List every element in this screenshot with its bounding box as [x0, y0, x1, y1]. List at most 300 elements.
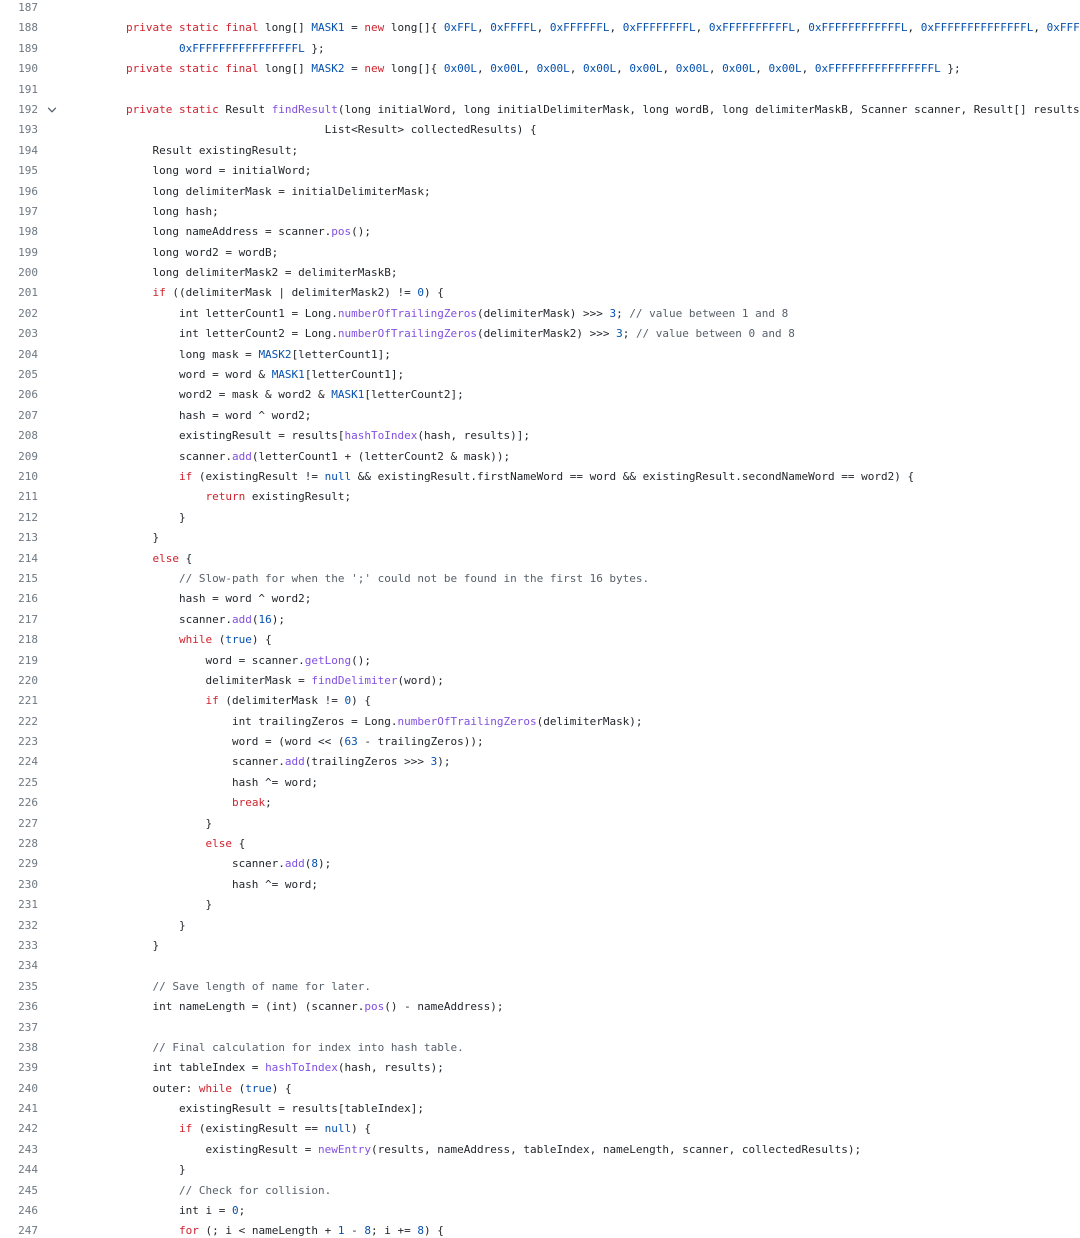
line-number[interactable]: 205	[18, 368, 38, 382]
code-token: (delimiterMask2) >>>	[476, 327, 617, 341]
code-line[interactable]	[0, 630, 1080, 650]
code-line[interactable]	[0, 752, 1080, 772]
code-token: }	[73, 898, 213, 912]
code-token: return	[205, 490, 246, 504]
code-token: // Slow-path for when the ';' could not be found in the first 16 bytes.	[178, 571, 650, 585]
line-number[interactable]: 197	[18, 204, 38, 218]
code-token: ;	[622, 327, 636, 341]
line-number[interactable]: 240	[18, 1081, 38, 1095]
code-text	[73, 447, 510, 467]
code-text	[73, 263, 398, 283]
code-line[interactable]	[0, 59, 1080, 79]
code-token: 0x00L	[443, 62, 478, 76]
code-token: ,	[907, 21, 921, 35]
code-token: ,	[695, 21, 709, 35]
code-token: add	[284, 755, 305, 769]
line-number[interactable]: 209	[18, 449, 38, 463]
code-token	[73, 42, 179, 55]
code-token: for	[178, 1224, 199, 1238]
code-line[interactable]	[0, 610, 1080, 630]
code-token: (existingResult ==	[192, 1122, 325, 1136]
code-token: scanner.	[73, 857, 285, 871]
chevron-down-icon[interactable]	[45, 100, 59, 120]
code-line[interactable]	[0, 182, 1080, 202]
line-number[interactable]: 196	[18, 184, 38, 198]
code-line[interactable]	[0, 1140, 1080, 1160]
code-text	[73, 814, 212, 834]
line-number[interactable]: 235	[18, 979, 38, 993]
code-token	[73, 572, 179, 585]
code-token: ,	[477, 21, 491, 35]
code-token: int i =	[73, 1204, 232, 1218]
code-token: findDelimiter	[311, 673, 398, 687]
line-number[interactable]: 223	[18, 735, 38, 749]
code-line[interactable]	[0, 487, 1080, 507]
code-token: true	[225, 633, 252, 647]
code-token: [letterCount2];	[364, 388, 464, 402]
line-number[interactable]: 241	[18, 1102, 38, 1116]
code-token: private static	[125, 102, 219, 116]
code-token: 0	[231, 1204, 239, 1218]
line-number[interactable]: 217	[18, 612, 38, 626]
code-token: ) {	[351, 694, 372, 708]
line-number[interactable]: 208	[18, 429, 38, 443]
code-token: if	[205, 694, 219, 708]
code-line[interactable]	[0, 814, 1080, 834]
code-token: new	[364, 21, 385, 35]
code-token	[73, 980, 152, 993]
line-number[interactable]: 211	[18, 490, 38, 504]
code-token: ,	[616, 62, 630, 76]
line-number[interactable]: 238	[18, 1040, 38, 1054]
code-text	[73, 426, 530, 446]
code-line[interactable]	[0, 467, 1080, 487]
code-token: };	[304, 41, 325, 55]
code-token: long delimiterMask2 = delimiterMaskB;	[73, 266, 398, 280]
code-line[interactable]	[0, 589, 1080, 609]
code-line[interactable]	[0, 39, 1080, 59]
code-line[interactable]	[0, 712, 1080, 732]
line-number[interactable]: 224	[18, 755, 38, 769]
code-line[interactable]	[0, 691, 1080, 711]
line-number[interactable]: 229	[18, 857, 38, 871]
code-line[interactable]	[0, 100, 1080, 120]
line-number[interactable]: 236	[18, 1000, 38, 1014]
code-line[interactable]	[0, 916, 1080, 936]
code-token: }	[73, 1163, 186, 1177]
code-line[interactable]	[0, 406, 1080, 426]
code-token: MASK1	[331, 388, 365, 402]
code-line[interactable]	[0, 834, 1080, 854]
code-token: (word);	[397, 673, 444, 687]
code-token: 0xFFF	[1046, 21, 1080, 35]
code-text	[73, 895, 212, 915]
code-line[interactable]	[0, 1181, 1080, 1201]
code-line[interactable]	[0, 1201, 1080, 1221]
code-token: 0x00L	[536, 62, 570, 76]
line-number[interactable]: 214	[18, 551, 38, 565]
code-text	[73, 630, 272, 650]
code-line[interactable]	[0, 549, 1080, 569]
code-token: =	[344, 21, 365, 35]
line-number[interactable]: 215	[18, 571, 38, 585]
code-text	[73, 875, 318, 895]
code-token: int tableIndex =	[73, 1061, 266, 1075]
line-number[interactable]: 193	[18, 123, 38, 137]
code-token: {	[231, 837, 246, 851]
code-token: 0xFFFFFFFFFFFFFFFFL	[814, 62, 941, 76]
code-token: existingResult = results[	[73, 429, 345, 443]
code-token: MASK2	[258, 347, 292, 361]
code-line[interactable]	[0, 447, 1080, 467]
code-token: null	[324, 469, 352, 483]
code-text	[73, 1058, 444, 1078]
code-token: {	[178, 551, 193, 565]
code-token: }	[73, 918, 186, 932]
code-token: scanner.	[73, 612, 232, 626]
code-token: }	[73, 531, 160, 545]
line-number[interactable]: 222	[18, 714, 38, 728]
code-token: word = (word << (	[73, 735, 345, 749]
code-token: if	[178, 1122, 193, 1136]
code-text	[73, 59, 961, 79]
code-token: hash ^= word;	[73, 775, 319, 789]
code-token: && existingResult.firstNameWord == word && existingResult.secondNameWord == word2) {	[351, 469, 915, 483]
code-token: private static final	[125, 62, 259, 76]
line-number[interactable]: 243	[18, 1142, 38, 1156]
code-token: 3	[430, 755, 438, 769]
code-token: (hash, results)];	[417, 429, 530, 443]
code-token	[73, 837, 205, 850]
code-text	[73, 1160, 186, 1180]
code-token: hash ^= word;	[73, 877, 319, 891]
code-text	[73, 182, 431, 202]
code-token: );	[271, 612, 285, 626]
line-number[interactable]: 201	[18, 286, 38, 300]
code-token: hash = word ^ word2;	[73, 592, 312, 606]
line-number[interactable]: 242	[18, 1122, 38, 1136]
code-token: ; i +=	[371, 1224, 418, 1238]
code-token: }	[73, 938, 160, 952]
code-line[interactable]	[0, 18, 1080, 38]
code-token: 0xFFFFL	[490, 21, 537, 35]
code-token: delimiterMask =	[73, 673, 312, 687]
line-number[interactable]: 233	[18, 938, 38, 952]
line-number[interactable]: 190	[18, 62, 38, 76]
code-token	[73, 1224, 179, 1237]
code-token: new	[364, 62, 385, 76]
code-line[interactable]	[0, 120, 1080, 140]
code-line[interactable]	[0, 263, 1080, 283]
code-token: ,	[662, 62, 676, 76]
code-token: 0x00L	[722, 62, 756, 76]
line-number[interactable]: 216	[18, 592, 38, 606]
code-text	[73, 610, 285, 630]
code-token: 3	[616, 327, 623, 341]
code-line[interactable]	[0, 1079, 1080, 1099]
line-number[interactable]: 188	[18, 21, 38, 35]
code-line[interactable]	[0, 365, 1080, 385]
code-line[interactable]	[0, 671, 1080, 691]
code-text	[73, 345, 391, 365]
code-token: (long initialWord, long initialDelimiterMask, long wordB, long delimiterMaskB, Scanner scanner, Result[] results	[337, 102, 1080, 116]
code-token: 63	[344, 735, 358, 749]
code-line[interactable]	[0, 956, 1080, 976]
line-number[interactable]: 231	[18, 898, 38, 912]
line-number[interactable]: 239	[18, 1061, 38, 1075]
code-token: findResult	[271, 102, 338, 116]
code-text	[73, 487, 351, 507]
code-line[interactable]	[0, 1119, 1080, 1139]
code-token: int letterCount2 = Long.	[73, 327, 338, 341]
code-line[interactable]	[0, 508, 1080, 528]
code-line[interactable]	[0, 385, 1080, 405]
code-token: };	[940, 62, 961, 76]
code-line[interactable]	[0, 283, 1080, 303]
line-number[interactable]: 227	[18, 816, 38, 830]
code-text	[73, 834, 245, 854]
code-text	[73, 752, 451, 772]
code-token: 16	[258, 612, 272, 626]
code-token: pos	[364, 1000, 385, 1014]
code-token	[73, 796, 232, 809]
line-number[interactable]: 202	[18, 306, 38, 320]
line-number[interactable]: 246	[18, 1204, 38, 1218]
code-token: scanner.	[73, 755, 285, 769]
code-token: =	[344, 62, 365, 76]
code-token	[73, 1122, 179, 1135]
code-line[interactable]	[0, 141, 1080, 161]
line-number[interactable]: 191	[18, 82, 38, 96]
code-line[interactable]	[0, 1018, 1080, 1038]
code-line[interactable]	[0, 345, 1080, 365]
code-text	[73, 222, 371, 242]
code-text	[73, 773, 318, 793]
code-token: ;	[238, 1204, 246, 1218]
code-line[interactable]	[0, 80, 1080, 100]
code-line[interactable]	[0, 202, 1080, 222]
code-token: (	[212, 633, 226, 647]
code-text	[73, 467, 914, 487]
line-number[interactable]: 237	[18, 1020, 38, 1034]
code-token	[73, 103, 126, 116]
code-line[interactable]	[0, 651, 1080, 671]
line-number[interactable]: 218	[18, 633, 38, 647]
code-token: hash = word ^ word2;	[73, 408, 312, 422]
code-line[interactable]	[0, 854, 1080, 874]
code-token: // Check for collision.	[178, 1183, 332, 1197]
code-line[interactable]	[0, 895, 1080, 915]
code-token: existingResult = results[tableIndex];	[73, 1102, 424, 1116]
code-token: private static final	[125, 21, 259, 35]
code-token	[73, 1184, 179, 1197]
code-token: 0xFFFFFFFFFFL	[708, 21, 795, 35]
line-number[interactable]: 189	[18, 41, 38, 55]
code-token: ();	[351, 653, 372, 667]
code-line[interactable]	[0, 426, 1080, 446]
code-token: (	[231, 1081, 246, 1095]
code-token: 0x00L	[768, 62, 802, 76]
code-token: MASK2	[311, 62, 345, 76]
code-token: ,	[801, 62, 815, 76]
code-text	[73, 18, 1080, 38]
code-line[interactable]	[0, 875, 1080, 895]
code-token: (delimiterMask) >>>	[476, 306, 610, 320]
line-number[interactable]: 247	[18, 1224, 38, 1238]
line-number[interactable]: 232	[18, 918, 38, 932]
line-number[interactable]: 206	[18, 388, 38, 402]
line-number[interactable]: 187	[18, 1, 38, 14]
code-token: ) {	[351, 1122, 372, 1136]
code-token: (	[251, 612, 259, 626]
code-token: // Save length of name for later.	[152, 979, 372, 993]
code-token: 3	[609, 306, 617, 320]
line-number[interactable]: 212	[18, 510, 38, 524]
code-text	[73, 651, 371, 671]
line-number[interactable]: 219	[18, 653, 38, 667]
code-token: long nameAddress = scanner.	[73, 225, 332, 239]
code-text	[73, 406, 311, 426]
code-token: MASK1	[311, 21, 345, 35]
code-line[interactable]	[0, 222, 1080, 242]
code-line[interactable]	[0, 773, 1080, 793]
code-token: add	[231, 449, 252, 463]
code-token: hashToIndex	[344, 429, 418, 443]
code-line[interactable]	[0, 528, 1080, 548]
code-text	[73, 385, 464, 405]
line-number[interactable]: 221	[18, 694, 38, 708]
code-token: (	[304, 857, 312, 871]
code-token: 8	[417, 1224, 425, 1238]
code-line[interactable]	[0, 324, 1080, 344]
code-token: () - nameAddress);	[384, 1000, 504, 1014]
code-token: ,	[755, 62, 769, 76]
line-number[interactable]: 198	[18, 225, 38, 239]
code-token: int nameLength = (int) (scanner.	[73, 1000, 365, 1014]
code-token: long[]{	[384, 21, 444, 35]
code-line[interactable]	[0, 732, 1080, 752]
code-token: (letterCount1 + (letterCount2 & mask));	[251, 449, 511, 463]
line-number[interactable]: 210	[18, 469, 38, 483]
code-line[interactable]	[0, 936, 1080, 956]
line-number[interactable]: 199	[18, 245, 38, 259]
code-text	[73, 1038, 464, 1058]
code-token: while	[198, 1081, 232, 1095]
code-text	[73, 39, 325, 59]
code-token: newEntry	[318, 1142, 372, 1156]
code-line[interactable]	[0, 997, 1080, 1017]
code-token	[73, 490, 205, 503]
code-token: while	[178, 633, 213, 647]
code-line[interactable]	[0, 977, 1080, 997]
code-line[interactable]	[0, 243, 1080, 263]
code-token: 8	[364, 1224, 372, 1238]
code-line[interactable]	[0, 1160, 1080, 1180]
code-token: ,	[609, 21, 623, 35]
code-line[interactable]	[0, 304, 1080, 324]
code-token: MASK1	[271, 368, 305, 382]
code-text	[73, 732, 484, 752]
code-token: 0x00L	[675, 62, 709, 76]
code-token: (hash, results);	[337, 1061, 444, 1075]
code-line[interactable]	[0, 793, 1080, 813]
line-number[interactable]: 245	[18, 1183, 38, 1197]
line-number[interactable]: 207	[18, 408, 38, 422]
code-text	[73, 854, 331, 874]
code-token: ;	[616, 306, 630, 320]
code-text	[73, 324, 795, 344]
code-text	[73, 1181, 331, 1201]
code-token: add	[231, 612, 252, 626]
line-number[interactable]: 225	[18, 775, 38, 789]
code-token: Result	[218, 102, 272, 116]
line-number[interactable]: 200	[18, 266, 38, 280]
code-token: (; i < nameLength +	[198, 1224, 338, 1238]
code-token: );	[437, 755, 451, 769]
code-text	[73, 977, 371, 997]
code-token	[73, 552, 152, 565]
code-line[interactable]	[0, 1058, 1080, 1078]
line-number[interactable]: 194	[18, 143, 38, 157]
code-text	[73, 304, 788, 324]
code-token: // value between 0 and 8	[635, 327, 795, 341]
line-number[interactable]: 192	[18, 102, 38, 116]
code-token: );	[318, 857, 332, 871]
code-token: 0	[417, 286, 425, 300]
code-token: long delimiterMask = initialDelimiterMask;	[73, 184, 431, 198]
line-number[interactable]: 204	[18, 347, 38, 361]
code-token: existingResult;	[245, 490, 352, 504]
code-text	[73, 691, 371, 711]
code-text	[73, 936, 159, 956]
code-text	[73, 1099, 424, 1119]
code-line[interactable]	[0, 1038, 1080, 1058]
line-number[interactable]: 228	[18, 837, 38, 851]
code-text	[73, 1079, 292, 1099]
code-token: 0xFFFFFFL	[549, 21, 610, 35]
code-line[interactable]	[0, 0, 1080, 18]
code-line[interactable]	[0, 161, 1080, 181]
code-token: word = word &	[73, 368, 272, 382]
code-text	[73, 1201, 245, 1221]
line-number[interactable]: 230	[18, 877, 38, 891]
code-token: (existingResult !=	[192, 469, 325, 483]
code-text	[73, 589, 311, 609]
line-number[interactable]: 234	[18, 959, 38, 973]
line-number[interactable]: 203	[18, 327, 38, 341]
code-line[interactable]	[0, 569, 1080, 589]
code-token: ) {	[424, 286, 444, 300]
code-text	[73, 243, 278, 263]
code-token	[73, 1041, 152, 1054]
code-text	[73, 916, 186, 936]
code-token: 1	[337, 1224, 345, 1238]
code-token: int trailingZeros = Long.	[73, 714, 398, 728]
code-token: (delimiterMask);	[536, 714, 643, 728]
code-token: -	[344, 1224, 365, 1238]
code-token: word2 = mask & word2 &	[73, 388, 332, 402]
code-line[interactable]	[0, 1099, 1080, 1119]
code-text	[73, 712, 643, 732]
line-number[interactable]: 220	[18, 673, 38, 687]
code-text	[73, 1119, 371, 1139]
code-token: else	[152, 551, 179, 565]
line-number[interactable]: 244	[18, 1163, 38, 1177]
line-number[interactable]: 213	[18, 531, 38, 545]
line-number[interactable]: 195	[18, 164, 38, 178]
code-text	[73, 365, 404, 385]
line-number[interactable]: 226	[18, 796, 38, 810]
